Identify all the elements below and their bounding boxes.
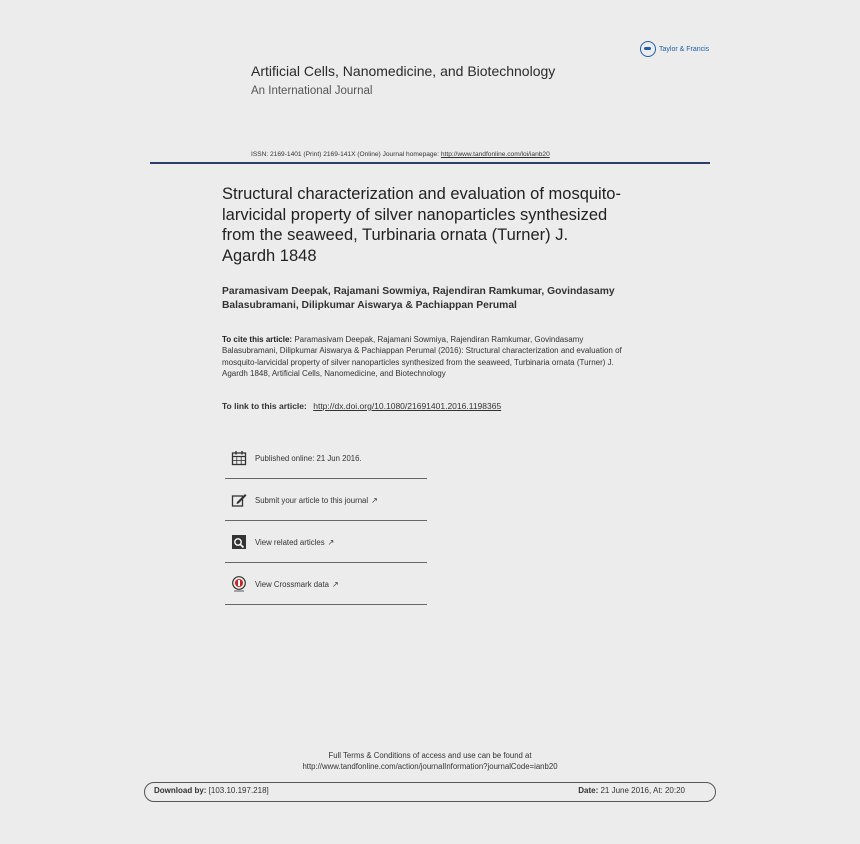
publisher-logo: [640, 41, 709, 57]
related-articles-label[interactable]: View related articles: [255, 537, 325, 547]
crossmark-label[interactable]: View Crossmark data: [255, 579, 329, 589]
related-articles-row[interactable]: [225, 522, 427, 563]
terms-url[interactable]: http://www.tandfonline.com/action/journalInformation?journalCode=ianb20: [302, 762, 558, 771]
article-link-label: To link to this article:: [222, 401, 307, 411]
citation-block: [222, 334, 632, 379]
publisher-logo-icon: [640, 41, 656, 57]
published-online-label: Published online: 21 Jun 2016.: [255, 453, 362, 463]
date-label: Date:: [578, 786, 599, 795]
journal-homepage-link[interactable]: http://www.tandfonline.com/loi/ianb20: [440, 151, 550, 158]
issn-text: ISSN: 2169-1401 (Print) 2169-141X (Online) Journal homepage:: [251, 151, 440, 158]
terms-line-1: Full Terms & Conditions of access and use can be found at: [328, 751, 532, 760]
external-link-icon: ↗: [331, 579, 339, 589]
edit-icon: [231, 492, 247, 508]
download-label: Download by:: [154, 786, 207, 795]
journal-subtitle: An International Journal: [251, 85, 373, 97]
article-title: Structural characterization and evaluation of mosquito-larvicidal property of silver nanoparticles synthesized from the seaweed, Turbinaria ornata (Turner) J. Agardh 1848: [222, 185, 621, 265]
published-online-row: [225, 438, 427, 479]
publisher-logo-text: Taylor & Francis: [659, 45, 710, 53]
article-authors: Paramasivam Deepak, Rajamani Sowmiya, Rajendiran Ramkumar, Govindasamy Balasubramani, Dilipkumar Aiswarya & Pachiappan Perumal: [222, 286, 615, 311]
submit-article-label[interactable]: Submit your article to this journal: [255, 495, 369, 505]
citation-text: Paramasivam Deepak, Rajamani Sowmiya, Rajendiran Ramkumar, Govindasamy Balasubramani, Dilipkumar Aiswarya & Pachiappan Perumal (2016): Structural characterization and evaluation of mosquito-larvicidal property of silver nanoparticles synthesized from the seaweed, Turbinaria ornata (Turner) J. Agardh 1848, Artificial Cells, Nanomedicine, and Biotechnology: [222, 335, 622, 378]
crossmark-icon: [231, 576, 247, 592]
download-info-bar: [144, 782, 716, 802]
terms-notice: [230, 750, 630, 772]
crossmark-row[interactable]: [225, 564, 427, 605]
citation-label: To cite this article:: [222, 335, 293, 344]
search-document-icon: [231, 534, 247, 550]
article-link-line: [222, 401, 501, 411]
download-value: [103.10.197.218]: [208, 786, 269, 795]
external-link-icon: ↗: [371, 495, 378, 505]
date-value: 21 June 2016, At: 20:20: [600, 786, 685, 795]
calendar-icon: [231, 450, 247, 466]
journal-title: Artificial Cells, Nanomedicine, and Biotechnology: [251, 63, 556, 79]
date-info: [578, 786, 685, 795]
download-info: [154, 786, 269, 795]
external-link-icon: ↗: [327, 537, 335, 547]
issn-line: [251, 151, 550, 158]
article-doi-link[interactable]: http://dx.doi.org/10.1080/21691401.2016.1198365: [313, 401, 502, 411]
submit-article-row[interactable]: [225, 480, 427, 521]
header-divider: [150, 162, 710, 164]
